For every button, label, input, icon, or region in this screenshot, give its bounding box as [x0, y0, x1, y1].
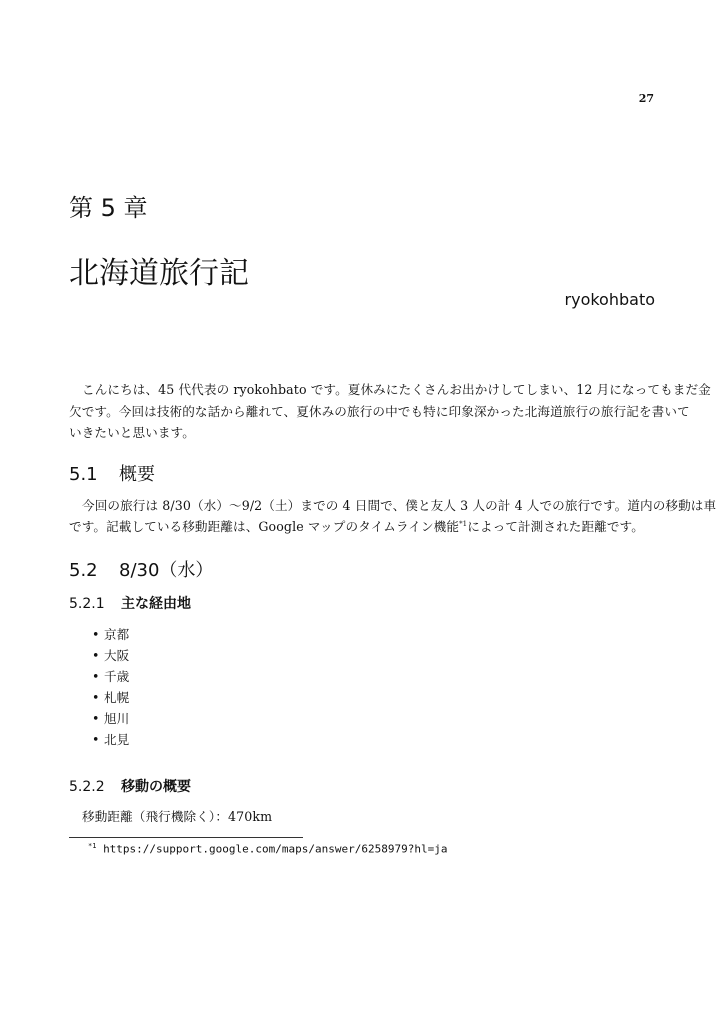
body-line: です。記載している移動距離は、Google マップのタイムライン機能$^{*1}$によって計測された距離です。 — [69, 519, 644, 534]
footnote: $^{*1}$ https://support.google.com/maps/answer/6258979?hl=ja — [88, 842, 448, 856]
body-line: 移動距離（飛行機除く）：470km — [82, 809, 273, 824]
intro-line: いきたいと思います。 — [69, 425, 195, 440]
chapter-label: 第 5 章 — [69, 194, 148, 222]
list-item: • 京都 — [92, 627, 130, 642]
section-heading — [69, 556, 213, 582]
list-item: • 千歳 — [92, 669, 130, 684]
section-number: 5.2 — [69, 560, 98, 581]
footnote-url[interactable]: https://support.google.com/maps/answer/6258979?hl=ja — [103, 842, 448, 856]
footnote-ref[interactable]: *1 — [459, 519, 468, 528]
section-title: 8/30（水） — [119, 560, 214, 581]
intro-line: こんにちは、45 代代表の ryokohbato です。夏休みにたくさんお出かけしてしまい、12 月になってもまだ金 — [82, 382, 711, 397]
subsection-heading: 5.2.2 移動の概要 — [69, 779, 191, 795]
list-item: • 北見 — [92, 732, 130, 747]
body-line: 今回の旅行は 8/30（水）～9/2（土）までの 4 日間で、僕と友人 3 人の計 4 人での旅行です。道内の移動は車 — [82, 498, 717, 513]
subsection-heading: 5.2.1 主な経由地 — [69, 596, 191, 612]
section-title: 概要 — [119, 464, 155, 485]
page-number: 27 — [638, 92, 654, 105]
list-item: • 札幌 — [92, 690, 130, 705]
intro-line: 欠です。今回は技術的な話から離れて、夏休みの旅行の中でも特に印象深かった北海道旅行の旅行記を書いて — [69, 404, 690, 419]
footnote-rule — [69, 837, 303, 838]
author: ryokohbato — [564, 290, 655, 309]
section-heading — [69, 460, 155, 486]
chapter-title: 北海道旅行記 — [69, 256, 249, 291]
list-item: • 大阪 — [92, 648, 130, 663]
section-number: 5.1 — [69, 464, 98, 485]
list-item: • 旭川 — [92, 711, 130, 726]
